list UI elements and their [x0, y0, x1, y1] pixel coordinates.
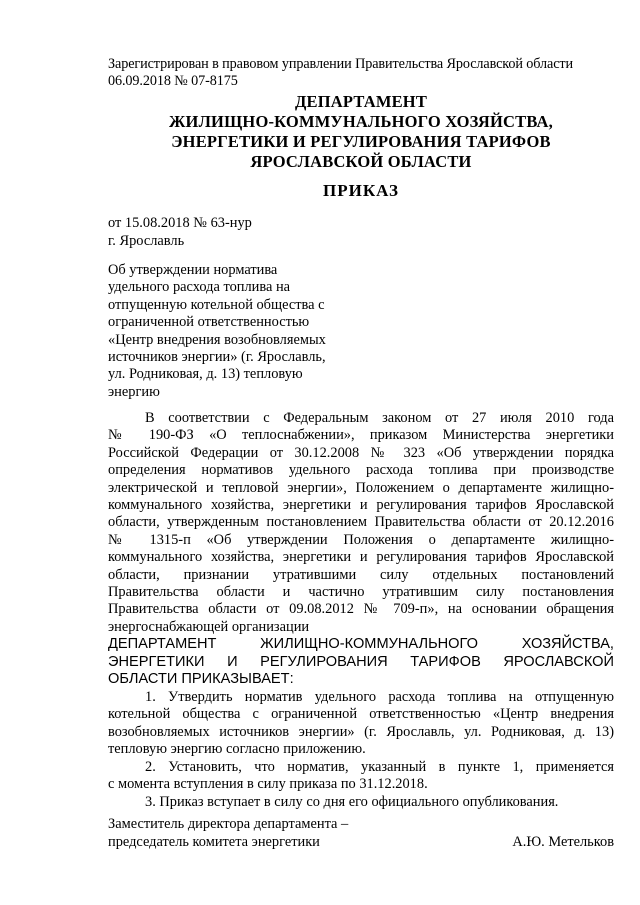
item-line: котельной общества с ограниченной ответственностью «Центр внедрения — [108, 706, 614, 723]
signatory-name: А.Ю. Метельков — [512, 834, 614, 850]
order-subject — [108, 262, 378, 401]
subject-line: ограниченной ответственностью — [108, 314, 310, 331]
decree-line: ОБЛАСТИ ПРИКАЗЫВАЕТ: — [108, 671, 294, 688]
subject-line: источников энергии» (г. Ярославль, — [108, 349, 326, 366]
order-item-3 — [108, 794, 614, 811]
preamble-line: области, утвержденным постановлением Правительства области от 20.12.2016 — [108, 514, 614, 531]
order-item-1 — [108, 689, 614, 759]
decree-statement — [108, 636, 614, 689]
preamble-line: определения нормативов удельного расхода топлива при производстве — [108, 462, 614, 479]
order-date-number: от 15.08.2018 № 63-нур — [108, 215, 252, 231]
preamble-line: энергоснабжающей организации — [108, 618, 310, 635]
preamble-line: области, признании утратившими силу отдельных постановлений — [108, 566, 614, 583]
preamble-line: № 1315-п «Об утверждении Положения о департаменте жилищно- — [108, 531, 614, 548]
preamble-line: В соответствии с Федеральным законом от 27 июля 2010 года — [145, 410, 614, 426]
registration-line-2: 06.09.2018 № 07-8175 — [108, 73, 238, 89]
document-type-title: ПРИКАЗ — [323, 181, 399, 200]
order-meta — [108, 215, 252, 250]
department-line: ЖИЛИЩНО-КОММУНАЛЬНОГО ХОЗЯЙСТВА, — [169, 112, 553, 131]
subject-line: удельного расхода топлива на — [108, 279, 291, 296]
subject-line: отпущенную котельной общества с — [108, 296, 325, 313]
preamble-line: Российской Федерации от 30.12.2008 № 323 «Об утверждении порядка — [108, 444, 614, 461]
department-line: ЭНЕРГЕТИКИ И РЕГУЛИРОВАНИЯ ТАРИФОВ — [171, 132, 551, 151]
preamble-paragraph — [108, 410, 614, 636]
order-city: г. Ярославль — [108, 232, 185, 249]
registration-line-1: Зарегистрирован в правовом управлении Правительства Ярославской области — [108, 56, 574, 72]
item-line: 3. Приказ вступает в силу со дня его официального опубликования. — [145, 793, 559, 810]
preamble-line: коммунального хозяйства, энергетики и регулирования тарифов Ярославской — [108, 497, 614, 514]
department-header — [108, 92, 614, 172]
item-line: с момента вступления в силу приказа по 31.12.2018. — [108, 776, 428, 793]
decree-line: ЭНЕРГЕТИКИ И РЕГУЛИРОВАНИЯ ТАРИФОВ ЯРОСЛАВСКОЙ — [108, 653, 614, 670]
preamble-line: Правительства области и частично утратившим силу постановления — [108, 584, 614, 601]
item-line: тепловую энергию согласно приложению. — [108, 741, 366, 758]
preamble-line: электрической и тепловой энергии», Положением о департаменте жилищно- — [108, 479, 614, 496]
decree-line: ДЕПАРТАМЕНТ ЖИЛИЩНО-КОММУНАЛЬНОГО ХОЗЯЙСТВА, — [108, 636, 614, 653]
subject-line: «Центр внедрения возобновляемых — [108, 331, 326, 348]
signatory-title-line-2: председатель комитета энергетики — [108, 834, 320, 850]
preamble-line: Правительства области от 09.08.2012 № 709-п», на основании обращения — [108, 601, 614, 618]
department-line: ДЕПАРТАМЕНТ — [294, 92, 428, 111]
subject-line: ул. Родниковая, д. 13) тепловую — [108, 366, 303, 383]
preamble-line: № 190-ФЗ «О теплоснабжении», приказом Министерства энергетики — [108, 427, 614, 444]
subject-line: Об утверждении норматива — [108, 262, 278, 278]
department-line: ЯРОСЛАВСКОЙ ОБЛАСТИ — [250, 152, 472, 171]
order-item-2 — [108, 759, 614, 794]
registration-note — [108, 56, 618, 90]
signatory-title-line-1: Заместитель директора департамента – — [108, 816, 349, 832]
order-body — [108, 410, 614, 811]
signature-block — [108, 815, 614, 851]
item-line: 1. Утвердить норматив удельного расхода топлива на отпущенную — [145, 689, 614, 706]
preamble-line: коммунального хозяйства, энергетики и регулирования тарифов Ярославской — [108, 549, 614, 566]
subject-line: энергию — [108, 383, 160, 400]
item-line: 2. Установить, что норматив, указанный в пункте 1, применяется — [145, 758, 614, 775]
item-line: возобновляемых источников энергии» (г. Ярославль, ул. Родниковая, д. 13) — [108, 723, 614, 740]
